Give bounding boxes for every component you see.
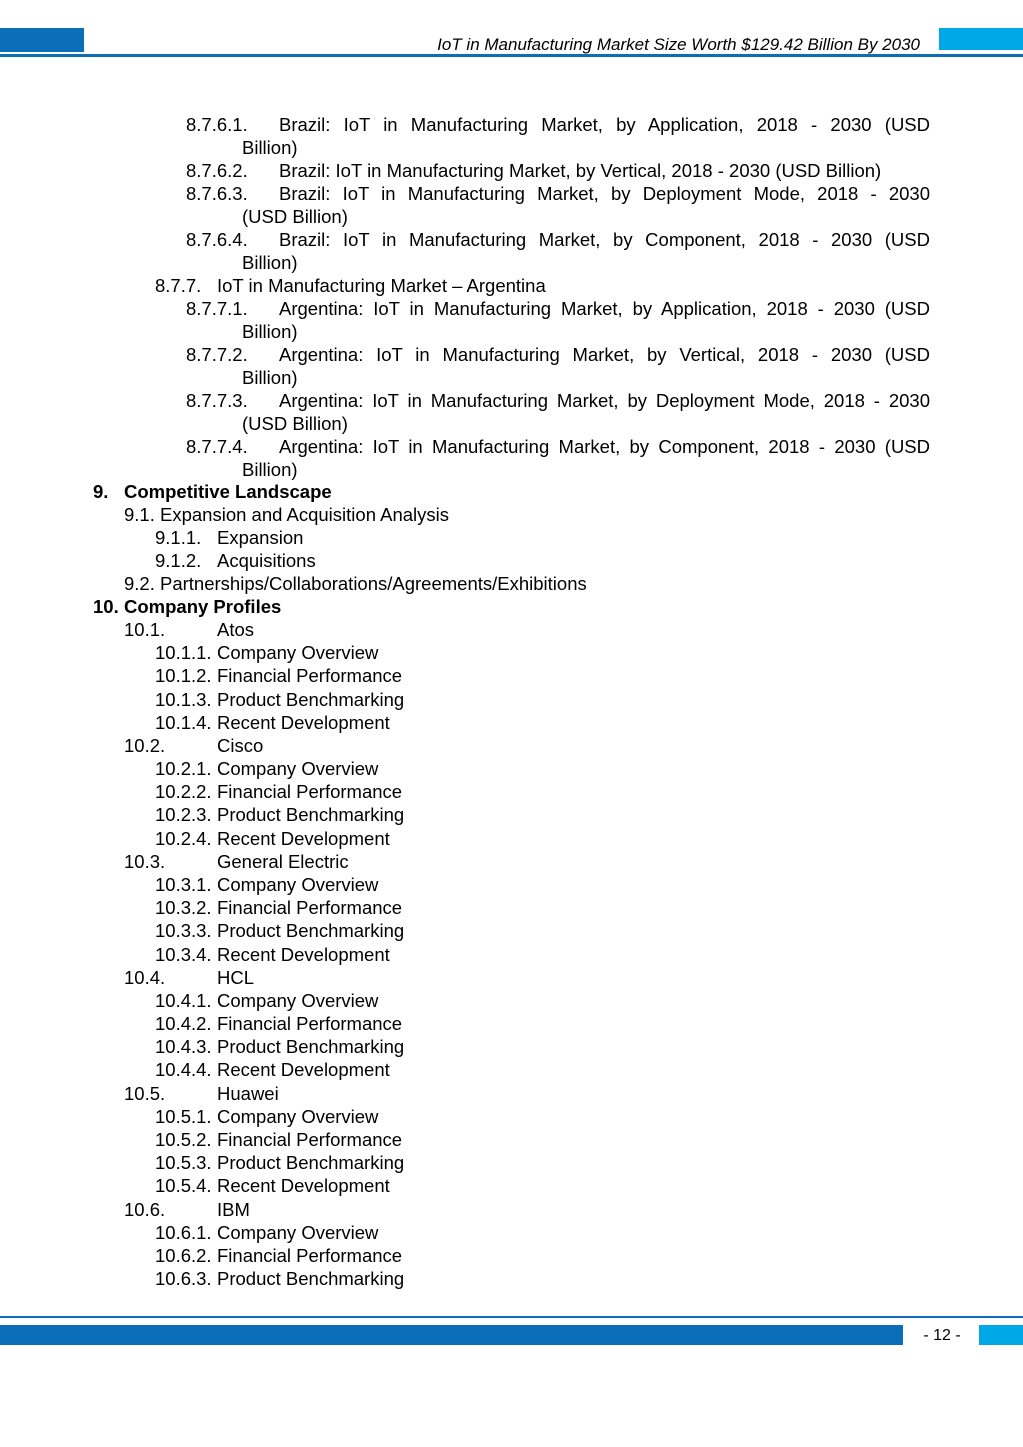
toc-text: Competitive Landscape bbox=[124, 481, 332, 502]
toc-text: Product Benchmarking bbox=[217, 1152, 405, 1173]
toc-number: 10.5.2. bbox=[155, 1129, 212, 1150]
toc-number: 10.3.3. bbox=[155, 920, 212, 941]
toc-company-name: Huawei bbox=[217, 1083, 279, 1104]
footer-bar-right bbox=[979, 1325, 1023, 1345]
toc-text-continued: (USD Billion) bbox=[242, 206, 348, 227]
toc-text-continued: (USD Billion) bbox=[242, 413, 348, 434]
toc-text: Company Profiles bbox=[124, 596, 282, 617]
toc-number: 9.1.1. bbox=[155, 527, 202, 548]
toc-text: Financial Performance bbox=[217, 897, 403, 918]
toc-company-name: General Electric bbox=[217, 851, 349, 872]
toc-text: Brazil: IoT in Manufacturing Market, by Deployment Mode, 2018 - 2030 bbox=[279, 183, 930, 204]
toc-text: Product Benchmarking bbox=[217, 920, 405, 941]
toc-number: 10.2.1. bbox=[155, 758, 212, 779]
header-accent-left bbox=[0, 28, 84, 52]
toc-number: 9.1.2. bbox=[155, 550, 202, 571]
toc-text: Product Benchmarking bbox=[217, 804, 405, 825]
toc-text: Financial Performance bbox=[217, 1129, 403, 1150]
toc-number: 10.2. bbox=[124, 735, 166, 756]
toc-text: Company Overview bbox=[217, 1106, 379, 1127]
toc-text: Product Benchmarking bbox=[217, 1268, 405, 1289]
toc-text: Company Overview bbox=[217, 758, 379, 779]
toc-number: 10.1.4. bbox=[155, 712, 212, 733]
toc-number: 10.2.3. bbox=[155, 804, 212, 825]
toc-text: Company Overview bbox=[217, 990, 379, 1011]
toc-text: Argentina: IoT in Manufacturing Market, by Component, 2018 - 2030 (USD bbox=[279, 436, 930, 457]
toc-text: Company Overview bbox=[217, 874, 379, 895]
toc-company-name: Cisco bbox=[217, 735, 264, 756]
toc-number: 10.6. bbox=[124, 1199, 166, 1220]
toc-text: Company Overview bbox=[217, 1222, 379, 1243]
toc-number: 10.1.1. bbox=[155, 642, 212, 663]
toc-number: 10.5.3. bbox=[155, 1152, 212, 1173]
toc-text: Argentina: IoT in Manufacturing Market, by Application, 2018 - 2030 (USD bbox=[279, 298, 930, 319]
toc-text: Argentina: IoT in Manufacturing Market, by Deployment Mode, 2018 - 2030 bbox=[279, 390, 930, 411]
toc-text-continued: Billion) bbox=[242, 459, 298, 480]
toc-text-continued: Billion) bbox=[242, 367, 298, 388]
header-accent-right bbox=[939, 28, 1023, 50]
toc-number: 10.3.2. bbox=[155, 897, 212, 918]
toc-number: 8.7.7.2. bbox=[186, 344, 248, 365]
toc-text: Product Benchmarking bbox=[217, 689, 405, 710]
toc-number: 8.7.7.3. bbox=[186, 390, 248, 411]
toc-entry-92[interactable]: 9.2. Partnerships/Collaborations/Agreements/Exhibitions bbox=[124, 573, 587, 594]
toc-text: Financial Performance bbox=[217, 665, 403, 686]
toc-number: 10.4. bbox=[124, 967, 166, 988]
toc-number: 8.7.6.4. bbox=[186, 229, 248, 250]
toc-number: 10.1. bbox=[124, 619, 166, 640]
toc-text: Argentina: IoT in Manufacturing Market, by Vertical, 2018 - 2030 (USD bbox=[279, 344, 930, 365]
toc-company-name: HCL bbox=[217, 967, 255, 988]
header-title: IoT in Manufacturing Market Size Worth $129.42 Billion By 2030 bbox=[437, 35, 920, 54]
toc-number: 10.6.3. bbox=[155, 1268, 212, 1289]
toc-text: Financial Performance bbox=[217, 781, 403, 802]
toc-number: 10. bbox=[93, 596, 119, 617]
toc-entry-91[interactable]: 9.1. Expansion and Acquisition Analysis bbox=[124, 504, 449, 525]
toc-number: 10.3.1. bbox=[155, 874, 212, 895]
toc-text-continued: Billion) bbox=[242, 252, 298, 273]
toc-text: Company Overview bbox=[217, 642, 379, 663]
toc-number: 10.5.1. bbox=[155, 1106, 212, 1127]
toc-number: 8.7.6.3. bbox=[186, 183, 248, 204]
toc-number: 10.5.4. bbox=[155, 1175, 212, 1196]
toc-number: 10.1.2. bbox=[155, 665, 212, 686]
toc-number: 10.5. bbox=[124, 1083, 166, 1104]
footer-rule bbox=[0, 1316, 1023, 1318]
toc-number: 8.7.6.1. bbox=[186, 114, 248, 135]
toc-number: 8.7.7.1. bbox=[186, 298, 248, 319]
toc-text-continued: Billion) bbox=[242, 321, 298, 342]
toc-text: Acquisitions bbox=[217, 550, 316, 571]
toc-text: Expansion bbox=[217, 527, 304, 548]
toc-text: Financial Performance bbox=[217, 1245, 403, 1266]
footer-bar-left bbox=[0, 1325, 903, 1345]
toc-number: 8.7.7.4. bbox=[186, 436, 248, 457]
toc-text: Recent Development bbox=[217, 828, 390, 849]
toc-number: 10.1.3. bbox=[155, 689, 212, 710]
toc-text: Brazil: IoT in Manufacturing Market, by Component, 2018 - 2030 (USD bbox=[279, 229, 930, 250]
toc-number: 8.7.6.2. bbox=[186, 160, 248, 181]
toc-number: 10.3. bbox=[124, 851, 166, 872]
toc-number: 10.4.1. bbox=[155, 990, 212, 1011]
toc-company-name: IBM bbox=[217, 1199, 250, 1220]
toc-number: 10.6.2. bbox=[155, 1245, 212, 1266]
toc-text: Recent Development bbox=[217, 1059, 390, 1080]
toc-number: 10.4.3. bbox=[155, 1036, 212, 1057]
toc-number: 10.4.2. bbox=[155, 1013, 212, 1034]
toc-text: Recent Development bbox=[217, 1175, 390, 1196]
toc-number: 9. bbox=[93, 481, 109, 502]
toc-text-continued: Billion) bbox=[242, 137, 298, 158]
toc-number: 10.4.4. bbox=[155, 1059, 212, 1080]
toc-number: 10.2.2. bbox=[155, 781, 212, 802]
header-rule bbox=[0, 54, 1023, 57]
toc-number: 8.7.7. bbox=[155, 275, 202, 296]
page-number: - 12 - bbox=[923, 1327, 961, 1344]
toc-text: Product Benchmarking bbox=[217, 1036, 405, 1057]
toc-number: 10.6.1. bbox=[155, 1222, 212, 1243]
toc-text: IoT in Manufacturing Market – Argentina bbox=[217, 275, 546, 296]
toc-company-name: Atos bbox=[217, 619, 255, 640]
toc-number: 10.3.4. bbox=[155, 944, 212, 965]
toc-text: Recent Development bbox=[217, 712, 390, 733]
toc-text: Brazil: IoT in Manufacturing Market, by Vertical, 2018 - 2030 (USD Billion) bbox=[279, 160, 882, 181]
toc-text: Financial Performance bbox=[217, 1013, 403, 1034]
toc-number: 10.2.4. bbox=[155, 828, 212, 849]
toc-text: Recent Development bbox=[217, 944, 390, 965]
toc-text: Brazil: IoT in Manufacturing Market, by Application, 2018 - 2030 (USD bbox=[279, 114, 930, 135]
